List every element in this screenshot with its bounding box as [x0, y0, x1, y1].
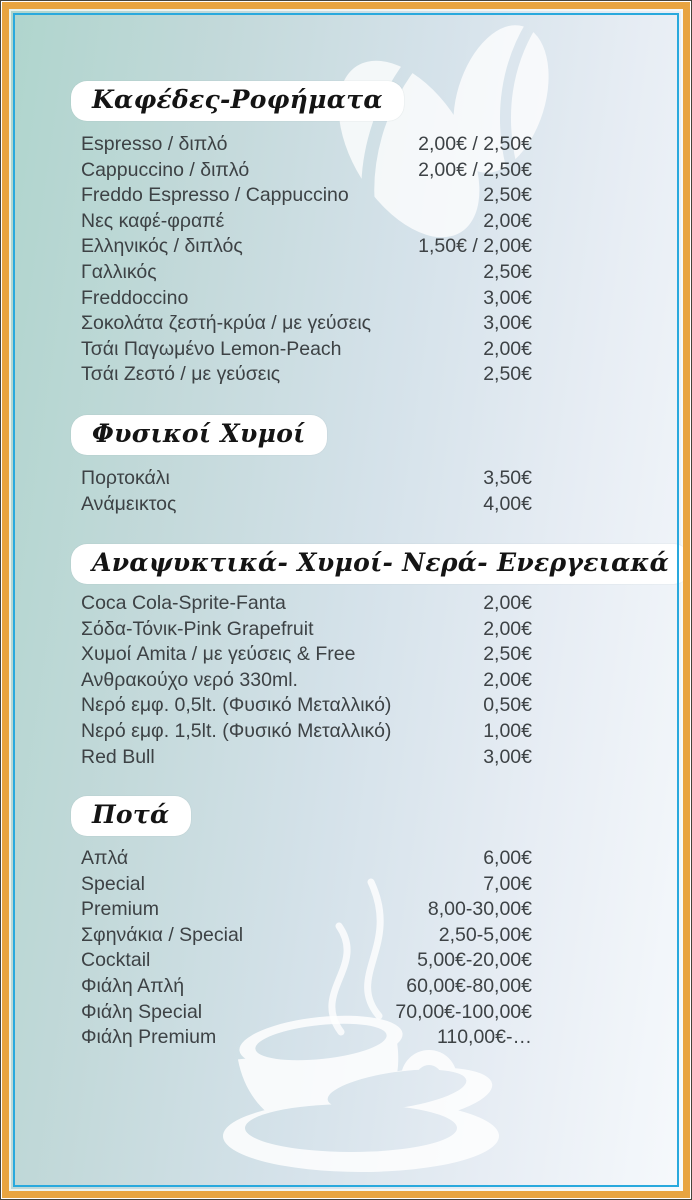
- menu-item: [73, 209, 532, 235]
- item-name: Espresso / διπλό: [81, 133, 228, 155]
- item-name: Απλά: [81, 847, 129, 869]
- item-price: 6,00€: [483, 847, 532, 869]
- section-list-drinks: [73, 846, 532, 1051]
- item-price: 2,50€: [483, 184, 532, 207]
- item-price: 3,00€: [483, 745, 532, 768]
- section-title-coffees: [71, 81, 404, 121]
- item-price: 2,50€: [483, 643, 532, 666]
- item-price: 7,00€: [483, 872, 532, 895]
- menu-item: [73, 466, 532, 492]
- item-price: 3,00€: [483, 286, 532, 309]
- menu-item: [73, 1025, 532, 1051]
- menu-item: [73, 668, 532, 694]
- item-price: 110,00€-…: [436, 1026, 532, 1049]
- item-name: Σοκολάτα ζεστή-κρύα / με γεύσεις: [81, 312, 372, 335]
- menu-item: [73, 234, 532, 260]
- item-price: 3,00€: [483, 312, 532, 335]
- item-name: Coca Cola-Sprite-Fanta: [81, 592, 286, 614]
- menu-item: [73, 872, 532, 898]
- item-name: Πορτοκάλι: [81, 467, 170, 489]
- section-title-text: Φυσικοί Χυμοί: [92, 419, 306, 448]
- item-name: Ανθρακούχο νερό 330ml.: [81, 668, 298, 691]
- item-name: Special: [81, 872, 145, 895]
- menu-item: [73, 948, 532, 974]
- item-name: Ανάμεικτος: [81, 492, 177, 515]
- item-price: 2,50€: [483, 260, 532, 283]
- menu-item: [73, 693, 532, 719]
- menu-item: [73, 591, 532, 617]
- item-price: 8,00-30,00€: [427, 898, 532, 921]
- section-list-juices: [73, 466, 532, 517]
- item-price: 5,00€-20,00€: [417, 949, 532, 972]
- item-name: Τσάι Παγωμένο Lemon-Peach: [81, 337, 342, 360]
- section-title-text: Καφέδες-Ροφήματα: [92, 85, 383, 114]
- item-price: 1,00€: [483, 719, 532, 742]
- item-name: Νερό εμφ. 0,5lt. (Φυσικό Μεταλλικό): [81, 694, 392, 717]
- section-title-drinks: [71, 796, 191, 836]
- item-name: Freddo Espresso / Cappuccino: [81, 184, 349, 207]
- item-name: Σόδα-Τόνικ-Pink Grapefruit: [81, 617, 314, 640]
- item-price: 60,00€-80,00€: [406, 974, 532, 997]
- menu-item: [73, 719, 532, 745]
- item-name: Σφηνάκια / Special: [81, 923, 244, 946]
- item-price: 2,00€: [483, 668, 532, 691]
- section-title-text: Ποτά: [92, 800, 170, 829]
- item-price: 1,50€ / 2,00€: [418, 235, 532, 258]
- menu-background: [2, 2, 690, 1198]
- item-price: 0,50€: [483, 694, 532, 717]
- item-price: 2,00€ / 2,50€: [418, 133, 532, 155]
- item-name: Νες καφέ-φραπέ: [81, 209, 225, 232]
- section-title-softdrinks: [71, 544, 690, 584]
- item-name: Φιάλη Premium: [81, 1026, 217, 1049]
- item-name: Γαλλικός: [81, 260, 157, 283]
- menu-item: [73, 897, 532, 923]
- item-price: 2,50-5,00€: [438, 923, 532, 946]
- item-price: 2,00€: [483, 592, 532, 614]
- section-title-text: Αναψυκτικά- Χυμοί- Νερά- Ενεργειακά: [92, 548, 670, 577]
- item-name: Φιάλη Special: [81, 1000, 203, 1023]
- section-list-softdrinks: [73, 591, 532, 770]
- menu-item: [73, 362, 532, 388]
- menu-item: [73, 183, 532, 209]
- menu-item: [73, 642, 532, 668]
- section-title-juices: [71, 415, 327, 455]
- item-price: 70,00€-100,00€: [395, 1000, 532, 1023]
- item-price: 3,50€: [483, 467, 532, 489]
- menu-item: [73, 286, 532, 312]
- item-price: 2,00€: [483, 337, 532, 360]
- item-name: Premium: [81, 898, 160, 921]
- menu-item: [73, 846, 532, 872]
- menu-item: [73, 923, 532, 949]
- menu-item: [73, 132, 532, 158]
- menu-item: [73, 745, 532, 771]
- item-name: Ελληνικός / διπλός: [81, 235, 243, 258]
- item-name: Τσάι Ζεστό / με γεύσεις: [81, 363, 281, 386]
- item-name: Freddoccino: [81, 286, 189, 309]
- menu-item: [73, 974, 532, 1000]
- item-name: Νερό εμφ. 1,5lt. (Φυσικό Μεταλλικό): [81, 719, 392, 742]
- menu-item: [73, 311, 532, 337]
- menu-item: [73, 337, 532, 363]
- section-list-coffees: [73, 132, 532, 388]
- menu-item: [73, 260, 532, 286]
- item-name: Φιάλη Απλή: [81, 974, 185, 997]
- item-price: 2,00€ / 2,50€: [418, 158, 532, 181]
- item-price: 4,00€: [483, 492, 532, 515]
- menu-item: [73, 158, 532, 184]
- menu-item: [73, 617, 532, 643]
- item-name: Cappuccino / διπλό: [81, 158, 250, 181]
- menu-item: [73, 492, 532, 518]
- item-price: 2,50€: [483, 363, 532, 386]
- item-name: Cocktail: [81, 949, 151, 972]
- item-price: 2,00€: [483, 209, 532, 232]
- item-name: Χυμοί Amita / με γεύσεις & Free: [81, 643, 356, 666]
- item-name: Red Bull: [81, 745, 155, 768]
- menu-item: [73, 1000, 532, 1026]
- item-price: 2,00€: [483, 617, 532, 640]
